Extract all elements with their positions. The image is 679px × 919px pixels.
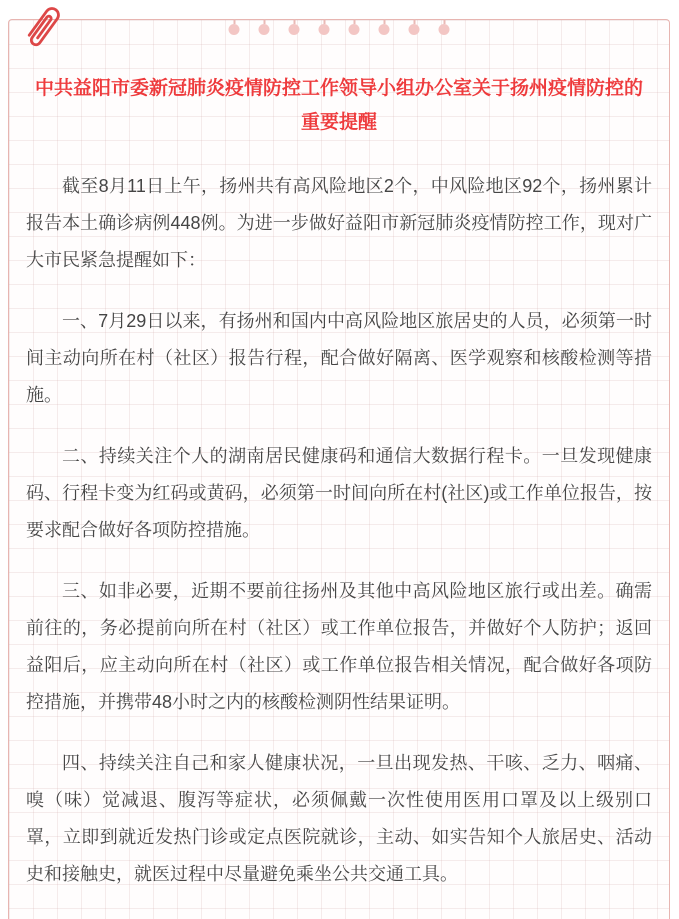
page-title: 中共益阳市委新冠肺炎疫情防控工作领导小组办公室关于扬州疫情防控的重要提醒 (34, 78, 643, 133)
paragraph-item-4: 四、持续关注自己和家人健康状况，一旦出现发热、干咳、乏力、咽痛、嗅（味）觉减退、腹泻等症状，必须佩戴一次性使用医用口罩及以上级别口罩，立即到就近发热门诊或定点医院就诊，主动、如实告知个人旅居史、活动史和接触史，就医过程中尽量避免乘坐公共交通工具。 (26, 753, 652, 884)
notice-card (8, 19, 670, 919)
paragraph-item-2: 二、持续关注个人的湖南居民健康码和通信大数据行程卡。一旦发现健康码、行程卡变为红码或黄码，必须第一时间向所在村(社区)或工作单位报告，按要求配合做好各项防控措施。 (26, 446, 652, 540)
paragraph-item-1: 一、7月29日以来，有扬州和国内中高风险地区旅居史的人员，必须第一时间主动向所在村（社区）报告行程，配合做好隔离、医学观察和核酸检测等措施。 (26, 311, 652, 405)
notice-content (9, 20, 669, 893)
paragraph-intro: 截至8月11日上午，扬州共有高风险地区2个，中风险地区92个，扬州累计报告本土确诊病例448例。为进一步做好益阳市新冠肺炎疫情防控工作，现对广大市民紧急提醒如下： (26, 176, 652, 270)
paragraph-item-3: 三、如非必要，近期不要前往扬州及其他中高风险地区旅行或出差。确需前往的，务必提前向所在村（社区）或工作单位报告，并做好个人防护；返回益阳后，应主动向所在村（社区）或工作单位报告相关情况，配合做好各项防控措施，并携带48小时之内的核酸检测阴性结果证明。 (26, 581, 652, 712)
